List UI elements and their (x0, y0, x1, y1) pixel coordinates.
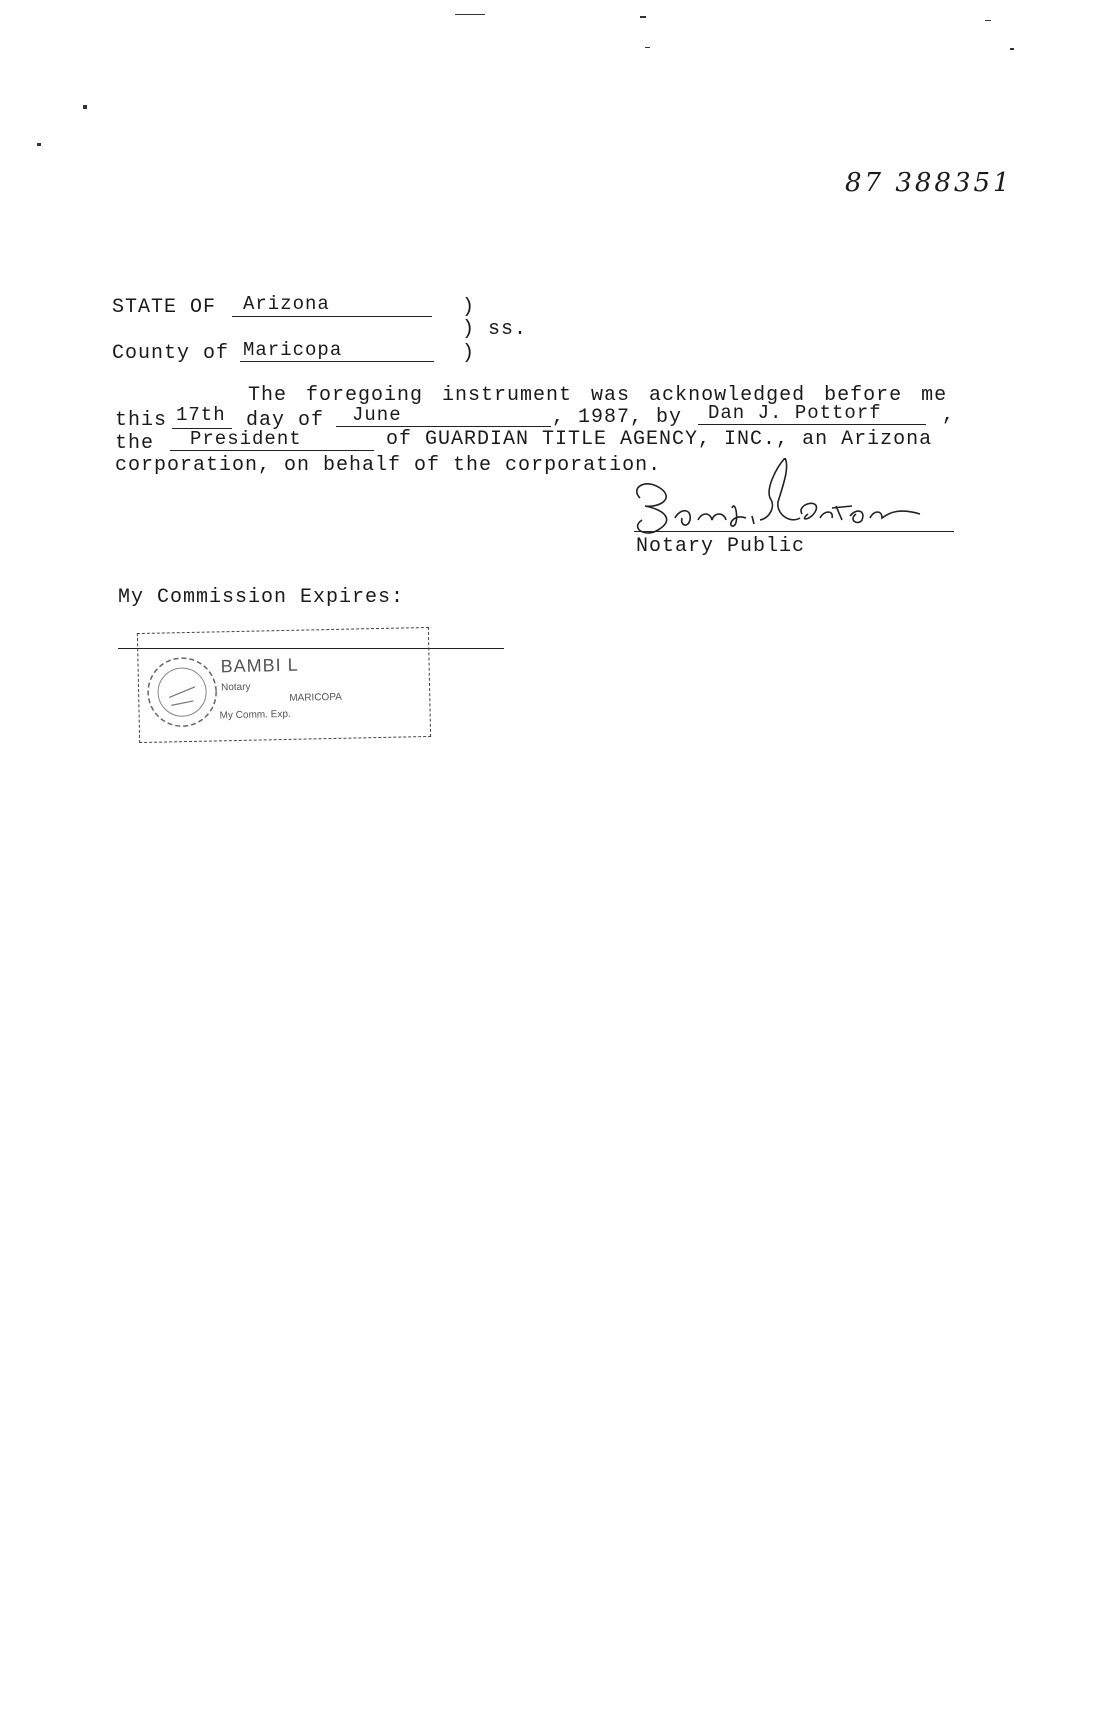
scan-speck (83, 105, 87, 109)
state-value: Arizona (243, 293, 330, 315)
title-underline (170, 450, 374, 451)
stamp-line-3: MARICOPA (289, 691, 342, 704)
stamp-line-4: My Comm. Exp. (219, 708, 291, 722)
title-value: President (190, 428, 302, 450)
ack-line-3: of GUARDIAN TITLE AGENCY, INC., an Arizona (386, 428, 933, 451)
scan-speck (640, 16, 646, 18)
county-label: County of (112, 342, 230, 365)
county-value: Maricopa (243, 339, 343, 361)
ack-day-of: day of (246, 409, 325, 432)
ack-this: this (115, 409, 168, 432)
ack-line-1: The foregoing instrument was acknowledged before me (248, 384, 948, 407)
signer-underline (698, 424, 926, 425)
signature-line (634, 531, 954, 532)
scan-speck (455, 14, 485, 15)
state-underline (232, 316, 432, 317)
document-number: 87 388351 (845, 168, 1013, 198)
notary-seal-icon (142, 652, 222, 732)
scan-speck (985, 20, 991, 21)
ack-comma: , (942, 404, 956, 427)
county-underline (240, 361, 434, 362)
ack-the: the (115, 432, 155, 455)
month-value: June (352, 404, 402, 426)
stamp-line-2: Notary (220, 681, 251, 694)
venue-ss: ) ss. (462, 318, 528, 341)
day-value: 17th (176, 404, 226, 426)
notary-public-label: Notary Public (636, 535, 806, 558)
scan-speck (645, 47, 650, 48)
notary-stamp (137, 627, 431, 743)
stamp-name: BAMBI L (220, 654, 299, 677)
month-underline (336, 426, 551, 427)
signer-name: Dan J. Pottorf (708, 402, 882, 424)
venue-paren: ) (462, 342, 476, 365)
scan-speck (1010, 48, 1014, 50)
ack-line-4: corporation, on behalf of the corporation. (115, 454, 662, 477)
ack-year-by: , 1987, by (552, 406, 683, 429)
scan-speck (37, 143, 41, 146)
venue-paren: ) (462, 296, 476, 319)
state-label: STATE OF (112, 296, 217, 319)
commission-label: My Commission Expires: (118, 586, 405, 609)
